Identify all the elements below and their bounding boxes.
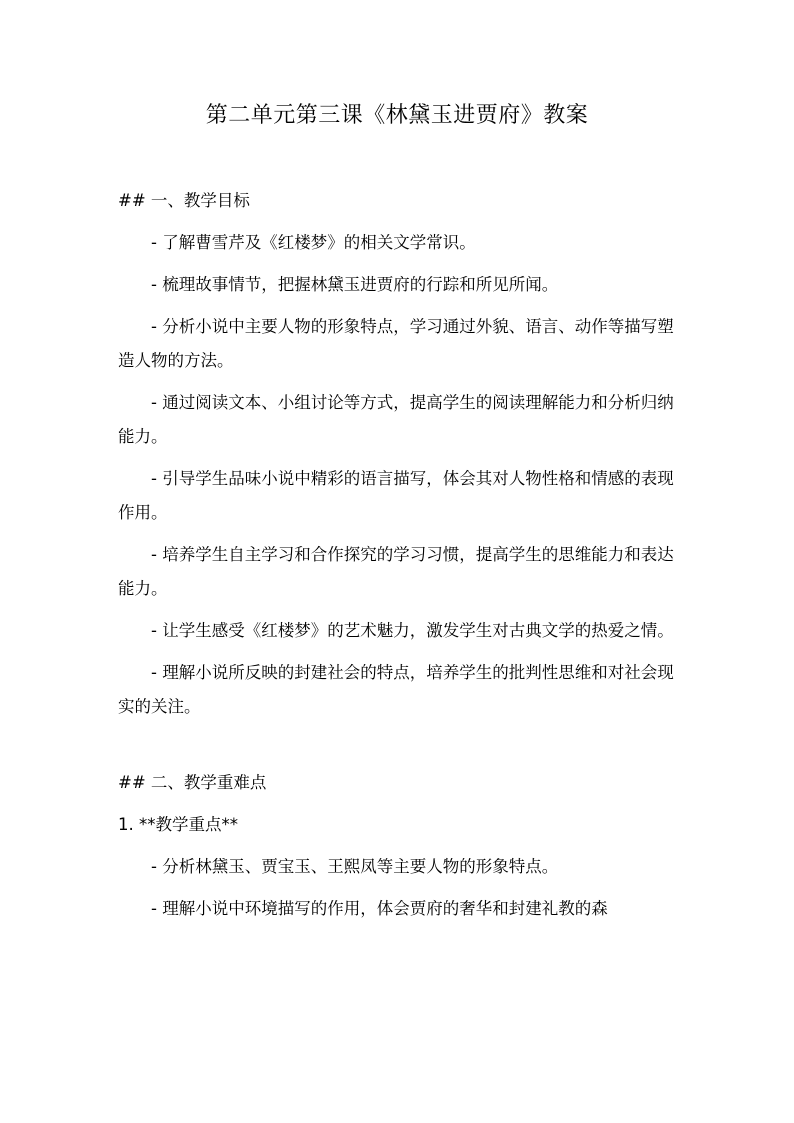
list-item: - 培养学生自主学习和合作探究的学习习惯，提高学生的思维能力和表达能力。 (118, 545, 674, 598)
numbered-item: 1. **教学重点** (118, 815, 238, 834)
section-heading: ## 一、教学目标 (118, 191, 250, 210)
list-item: - 理解小说中环境描写的作用，体会贾府的奢华和封建礼教的森 (151, 899, 608, 918)
list-item: - 通过阅读文本、小组讨论等方式，提高学生的阅读理解能力和分析归纳能力。 (118, 393, 674, 446)
section-heading: ## 二、教学重难点 (118, 773, 267, 792)
list-item: - 分析林黛玉、贾宝玉、王熙凤等主要人物的形象特点。 (151, 857, 559, 876)
list-item: - 引导学生品味小说中精彩的语言描写，体会其对人物性格和情感的表现作用。 (118, 469, 674, 522)
section-teaching-objectives (118, 184, 678, 724)
document-body (118, 184, 678, 926)
list-item: - 梳理故事情节，把握林黛玉进贾府的行踪和所见所闻。 (151, 275, 559, 294)
list-item: - 理解小说所反映的封建社会的特点，培养学生的批判性思维和对社会现实的关注。 (118, 663, 674, 716)
section-key-difficult-points (118, 766, 678, 926)
list-item: - 让学生感受《红楼梦》的艺术魅力，激发学生对古典文学的热爱之情。 (151, 621, 674, 640)
document-title: 第二单元第三课《林黛玉进贾府》教案 (205, 103, 589, 128)
list-item: - 了解曹雪芹及《红楼梦》的相关文学常识。 (151, 233, 476, 252)
list-item: - 分析小说中主要人物的形象特点，学习通过外貌、语言、动作等描写塑造人物的方法。 (118, 317, 674, 370)
